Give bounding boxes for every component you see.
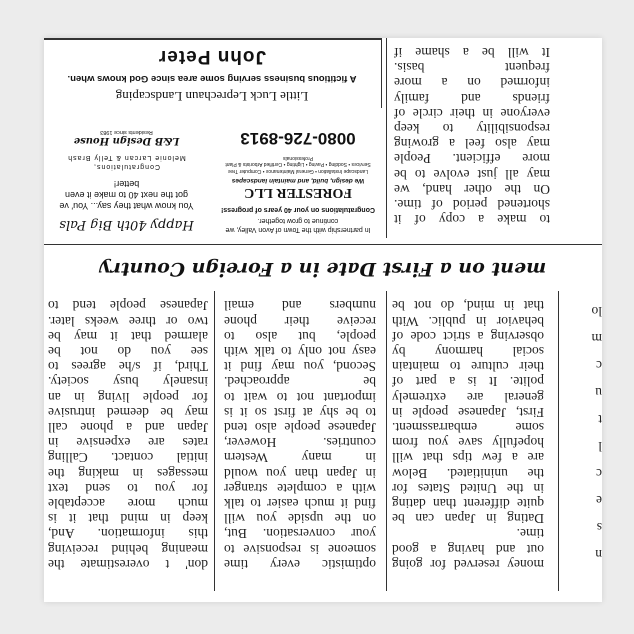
text-line: important not to wait to (224, 389, 376, 405)
column-divider (558, 291, 559, 591)
text-line: to make a copy of it (394, 212, 550, 228)
text-line: Japanese people tend to (48, 298, 208, 314)
ad-landscaping (44, 38, 382, 108)
text-line: time. (516, 526, 544, 542)
text-line: people, but also to (224, 328, 376, 344)
text-line: responsibility to keep (394, 120, 550, 136)
text-line: their culture to maintain (392, 359, 544, 375)
headline-rule (44, 244, 602, 245)
text-line: see you do not be (48, 343, 208, 359)
text-line: in the United States for (392, 480, 544, 496)
greeting-since: Residents since 1983 (100, 129, 153, 135)
text-line: frequent basis. (394, 60, 550, 76)
text-fragment: t (598, 412, 602, 427)
forester-congrats: Congratulations on your 40 years of progress! (220, 206, 376, 213)
text-line: two or three weeks later. (48, 313, 208, 329)
column-divider (386, 291, 387, 591)
text-line: your conversation. But, (224, 526, 376, 542)
text-line: informed on a more (394, 75, 550, 91)
text-fragment: c (596, 358, 602, 373)
text-fragment: l (598, 439, 602, 454)
text-line: with a complete stranger (224, 480, 376, 496)
text-line: numbers and email (224, 298, 376, 314)
text-line: rates are expensive in (48, 435, 208, 451)
text-line: out and having a good (392, 541, 544, 557)
text-line: insanely busy society. (48, 374, 208, 390)
headline: ment on a First Date in a Foreign Country (99, 258, 547, 280)
text-line: this information. And, (48, 526, 208, 542)
clipped-column (566, 298, 602, 568)
greeting-names: Melonie Larcan & Telly Brash (67, 154, 186, 161)
text-line: may be deemed intrusive (48, 404, 208, 420)
text-line: Japan and a phone call (48, 419, 208, 435)
text-line: Japanese people also tend (224, 419, 376, 435)
text-line: may also feel a growing (394, 136, 550, 152)
text-line: be approached. (224, 374, 376, 390)
article-column (392, 291, 544, 572)
text-line: It will be a shame if (394, 44, 550, 60)
text-fragment: n (595, 547, 602, 562)
text-line: hopefully save you from (392, 435, 544, 451)
text-line: someone is responsive to (224, 541, 376, 557)
text-line: are a few tips that will (392, 450, 544, 466)
text-line: shortened period of time. (394, 197, 550, 212)
text-line: for people living in an (48, 389, 208, 405)
text-line: to be shy at first so it is (224, 404, 376, 420)
ad-name: John Peter (157, 46, 267, 67)
greeting-company: L&B Design House (73, 135, 180, 146)
text-line: on the upside you will (224, 511, 376, 527)
greeting-congrats: Congratulations, (93, 163, 160, 170)
text-line: polite. It is a part of (392, 374, 544, 390)
text-line: optimistic every time (224, 556, 376, 572)
ad-forester (214, 116, 382, 238)
text-line: much more acceptable (48, 496, 208, 511)
text-fragment: e (596, 493, 602, 508)
ad-greeting (44, 116, 209, 236)
text-line: find it much easier to talk (224, 496, 376, 511)
text-line: Third, if s/he agrees to (48, 359, 208, 375)
newspaper-sheet (44, 38, 602, 602)
text-line: don' t overestimate the (48, 556, 208, 572)
greeting-quote: You know what they say... You' ve got the next 40 to make it even better! (59, 179, 194, 211)
text-fragment: u (595, 385, 602, 400)
text-line: that in mind, do not be (392, 298, 544, 314)
text-fragment: m (591, 331, 602, 346)
text-line: keep in mind that it is (48, 511, 208, 527)
text-line: everyone in their circle of (394, 105, 550, 121)
forester-phone: 0080-726-8913 (240, 129, 356, 149)
text-line: behavior in public. With (392, 313, 544, 329)
text-line: in Japan than you would (224, 465, 376, 481)
text-line: Dating in Japan can be (392, 511, 544, 527)
forester-slogan: We design, build, and maintain landscapes (231, 177, 365, 184)
text-fragment: lo (591, 304, 602, 319)
article-column (224, 291, 376, 572)
forester-services: Landscape Installation • General Maintenance • Computer Tree Services • Sodding • Paving • Lighting • Certified Arborists & Plant Professionals (225, 155, 371, 174)
text-line: easy not only to talk with (224, 343, 376, 359)
text-line: social harmony by (392, 343, 544, 359)
text-fragment: s (596, 520, 602, 535)
napkin (44, 38, 602, 602)
column-divider (214, 291, 215, 591)
text-line: money reserved for going (392, 556, 544, 572)
text-line: general are extremely (392, 389, 544, 405)
text-line: quite different than dating (392, 496, 544, 511)
text-line: initial contact. Calling (48, 450, 208, 466)
text-line: meaning behind receiving (48, 541, 208, 557)
text-line: Second, you may find it (224, 359, 376, 375)
text-line: in many Western (224, 450, 376, 466)
text-line: First, Japanese people in (392, 404, 544, 420)
text-line: may all just evolve to be (394, 166, 550, 182)
text-line: for you to send text (48, 480, 208, 496)
greeting-script: Happy 40th Big Pals (59, 217, 194, 232)
text-line: observing a strict code of (392, 328, 544, 344)
text-line: the uninitiated. Below (392, 465, 544, 481)
text-line: alarmed that it may be (48, 328, 208, 344)
top-right-column (394, 40, 550, 227)
text-line: countries. However, (224, 435, 376, 451)
forester-intro: In partnership with the Town of Avon Valley, we continue to grow together. (225, 217, 371, 233)
text-line: some embarrassment. (392, 419, 544, 435)
article-column (48, 291, 208, 572)
column-divider (386, 38, 387, 238)
text-line: more efficient. People (394, 151, 550, 167)
forester-name: FORESTER LLC (244, 185, 352, 200)
ad-tagline: A fictitious business serving some area since God knows when. (67, 73, 357, 84)
text-fragment: c (596, 466, 602, 481)
text-line: receive their phone (224, 313, 376, 329)
ad-title: Little Luck Leprechaun Landscaping (115, 89, 309, 104)
text-line: friends and family (394, 90, 550, 106)
text-line: On the other hand, we (394, 181, 550, 197)
text-line: messages in making the (48, 465, 208, 481)
